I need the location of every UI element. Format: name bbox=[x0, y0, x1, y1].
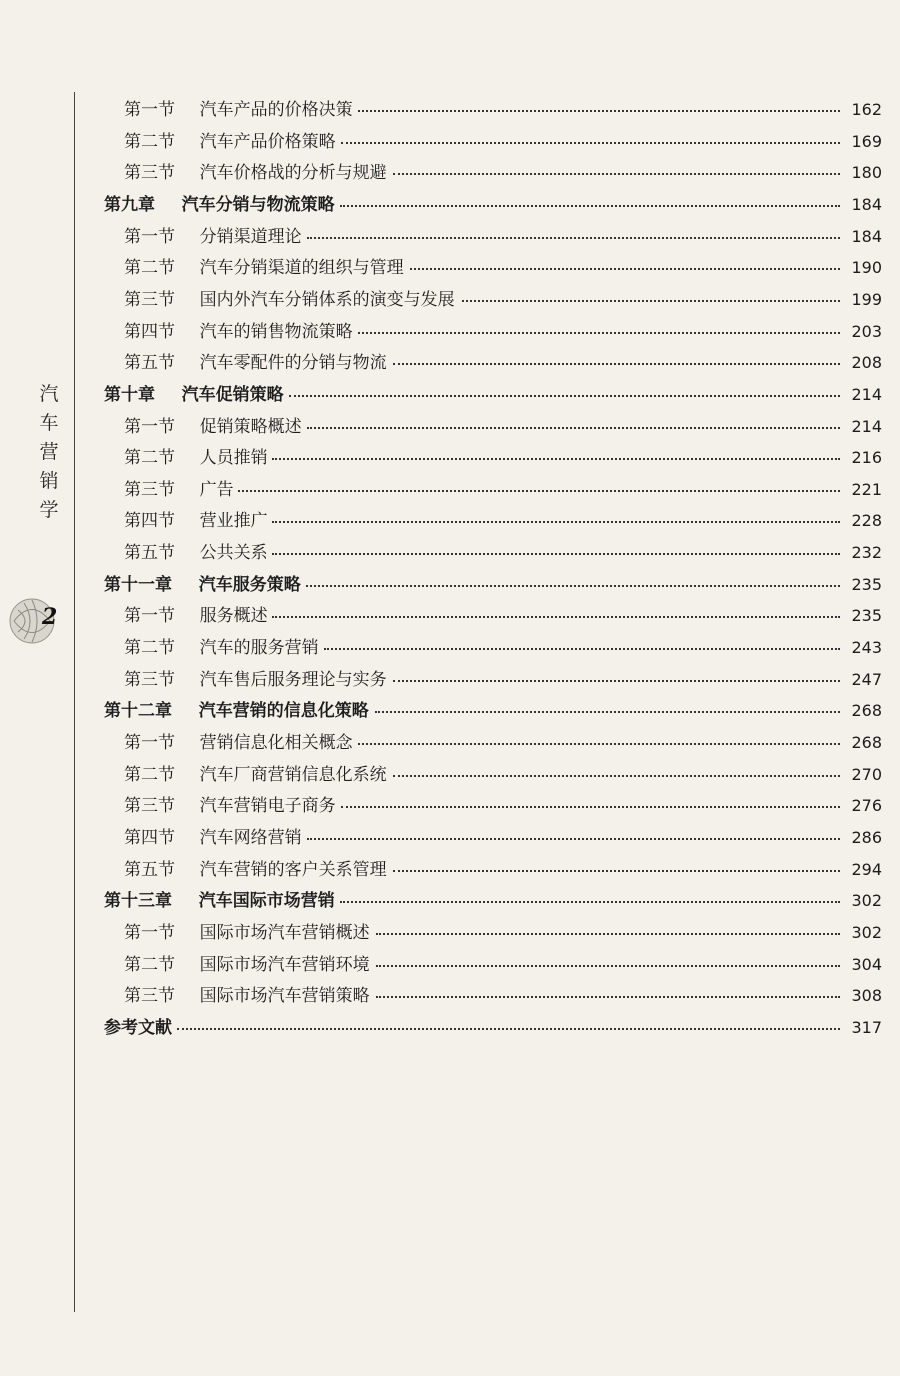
toc-page-number: 243 bbox=[851, 638, 882, 658]
toc-chapter-row bbox=[0, 190, 900, 220]
toc-leader-dots bbox=[307, 237, 840, 239]
toc-title: 汽车产品的价格决策 bbox=[199, 100, 353, 120]
toc-page-number: 162 bbox=[851, 100, 882, 119]
toc-title: 汽车网络营销 bbox=[199, 827, 302, 848]
toc-leader-dots bbox=[393, 680, 840, 682]
toc-page-number: 235 bbox=[851, 574, 882, 594]
toc-title: 国内外汽车分销体系的演变与发展 bbox=[199, 289, 455, 310]
toc-section-row bbox=[0, 601, 900, 631]
toc-label: 第一节 bbox=[124, 226, 175, 247]
toc-label: 第二节 bbox=[124, 638, 175, 659]
toc-section-row bbox=[0, 443, 900, 473]
toc-leader-dots bbox=[306, 585, 840, 587]
page-number: 2 bbox=[42, 604, 58, 630]
toc-label: 第一节 bbox=[124, 416, 175, 437]
toc-chapter-row bbox=[0, 1013, 900, 1043]
toc-title: 汽车促销策略 bbox=[181, 384, 284, 405]
toc-title: 国际市场汽车营销环境 bbox=[199, 954, 370, 975]
toc-page-number: 317 bbox=[851, 1017, 882, 1037]
toc-title: 汽车价格战的分析与规避 bbox=[199, 163, 387, 184]
toc-leader-dots bbox=[238, 490, 840, 492]
toc-section-row bbox=[0, 950, 900, 980]
side-title-char: 销 bbox=[39, 470, 59, 492]
toc-title: 汽车产品价格策略 bbox=[199, 131, 336, 152]
toc-page-number: 221 bbox=[851, 479, 882, 499]
toc-leader-dots bbox=[272, 521, 840, 523]
toc-page-number: 247 bbox=[851, 669, 882, 689]
toc-label: 第十章 bbox=[104, 384, 155, 405]
toc-label: 第三节 bbox=[124, 669, 175, 690]
toc-label: 第四节 bbox=[124, 321, 175, 342]
toc-page-number: 169 bbox=[851, 131, 882, 151]
toc-page-number: 268 bbox=[851, 733, 882, 752]
toc-label: 第二节 bbox=[124, 131, 175, 152]
toc-leader-dots bbox=[307, 427, 840, 429]
toc-title: 营销信息化相关概念 bbox=[199, 733, 353, 753]
toc-page-number: 190 bbox=[851, 258, 882, 278]
toc-leader-dots bbox=[307, 838, 840, 840]
toc-leader-dots bbox=[410, 268, 840, 270]
toc-section-row bbox=[0, 538, 900, 568]
toc-label: 第一节 bbox=[124, 100, 175, 120]
toc-title: 汽车零配件的分销与物流 bbox=[199, 353, 387, 374]
toc-leader-dots bbox=[341, 806, 840, 808]
side-title-char: 学 bbox=[39, 499, 59, 521]
toc-leader-dots bbox=[358, 332, 840, 334]
toc-title: 国际市场汽车营销概述 bbox=[199, 922, 370, 943]
toc-section-row bbox=[0, 285, 900, 315]
toc-page-number: 308 bbox=[851, 986, 882, 1006]
side-title-char: 汽 bbox=[39, 383, 59, 405]
toc-section-row bbox=[0, 728, 900, 758]
toc-label: 第五节 bbox=[124, 859, 175, 880]
toc-label: 第一节 bbox=[124, 606, 175, 627]
toc-page-number: 214 bbox=[851, 384, 882, 404]
toc-page-number: 294 bbox=[851, 859, 882, 879]
toc-section-row bbox=[0, 760, 900, 790]
toc-page-number: 184 bbox=[851, 226, 882, 246]
toc-label: 第三节 bbox=[124, 796, 175, 817]
toc-title: 公共关系 bbox=[199, 543, 268, 564]
toc-chapter-row bbox=[0, 886, 900, 916]
toc-section-row bbox=[0, 348, 900, 378]
toc-page-number: 228 bbox=[851, 511, 882, 531]
toc-section-row bbox=[0, 823, 900, 853]
toc-label: 第一节 bbox=[124, 733, 175, 753]
toc-label: 第三节 bbox=[124, 163, 175, 184]
toc-chapter-row bbox=[0, 696, 900, 726]
toc-label: 第三节 bbox=[124, 479, 175, 500]
toc-section-row bbox=[0, 918, 900, 948]
toc-page-number: 268 bbox=[851, 701, 882, 721]
toc-label: 第二节 bbox=[124, 954, 175, 975]
toc-leader-dots bbox=[376, 933, 840, 935]
toc-leader-dots bbox=[272, 553, 840, 555]
toc-label: 第五节 bbox=[124, 543, 175, 564]
toc-title: 汽车分销渠道的组织与管理 bbox=[199, 258, 404, 279]
toc-title: 汽车营销的信息化策略 bbox=[198, 701, 369, 722]
toc-leader-dots bbox=[358, 110, 840, 112]
toc-label: 第一节 bbox=[124, 922, 175, 943]
toc-section-row bbox=[0, 791, 900, 821]
side-title-char: 车 bbox=[39, 412, 59, 434]
side-title-char: 营 bbox=[39, 441, 59, 463]
toc-section-row bbox=[0, 633, 900, 663]
toc-title: 汽车的服务营销 bbox=[199, 638, 319, 659]
toc-leader-dots bbox=[376, 996, 840, 998]
toc-leader-dots bbox=[393, 775, 840, 777]
toc-section-row bbox=[0, 253, 900, 283]
toc-title: 汽车的销售物流策略 bbox=[199, 321, 353, 342]
toc-leader-dots bbox=[375, 711, 840, 713]
toc-label: 第十二章 bbox=[104, 701, 172, 722]
toc-page-number: 180 bbox=[851, 163, 882, 183]
toc-label: 第二节 bbox=[124, 764, 175, 785]
toc-page-number: 232 bbox=[851, 543, 882, 563]
toc-title: 汽车售后服务理论与实务 bbox=[199, 669, 387, 690]
toc-label: 第二节 bbox=[124, 258, 175, 279]
toc-leader-dots bbox=[358, 743, 840, 745]
toc-leader-dots bbox=[324, 648, 840, 650]
toc-label: 第九章 bbox=[104, 194, 155, 215]
toc-page-number: 184 bbox=[851, 194, 882, 214]
toc-section-row bbox=[0, 475, 900, 505]
toc-section-row bbox=[0, 222, 900, 252]
toc-label: 参考文献 bbox=[104, 1017, 172, 1038]
toc-chapter-row bbox=[0, 570, 900, 600]
toc-leader-dots bbox=[340, 205, 840, 207]
toc-title: 汽车国际市场营销 bbox=[198, 891, 335, 912]
toc-title: 促销策略概述 bbox=[199, 416, 302, 437]
toc-page-number: 302 bbox=[851, 922, 882, 942]
toc-page-number: 208 bbox=[851, 353, 882, 373]
toc-page-number: 276 bbox=[851, 796, 882, 816]
toc-title: 汽车分销与物流策略 bbox=[181, 194, 335, 215]
toc-section-row bbox=[0, 506, 900, 536]
toc-label: 第十三章 bbox=[104, 891, 172, 912]
toc-label: 第三节 bbox=[124, 289, 175, 310]
toc-page-number: 304 bbox=[851, 954, 882, 974]
toc-section-row bbox=[0, 665, 900, 695]
toc-page-number: 302 bbox=[851, 891, 882, 911]
toc-leader-dots bbox=[393, 363, 840, 365]
toc-leader-dots bbox=[393, 870, 840, 872]
toc-leader-dots bbox=[376, 965, 840, 967]
toc-label: 第四节 bbox=[124, 827, 175, 848]
toc-label: 第三节 bbox=[124, 986, 175, 1007]
toc-label: 第四节 bbox=[124, 511, 175, 532]
toc-leader-dots bbox=[272, 458, 840, 460]
toc-section-row bbox=[0, 855, 900, 885]
toc-section-row bbox=[0, 158, 900, 188]
toc-leader-dots bbox=[272, 616, 840, 618]
toc-page-number: 270 bbox=[851, 764, 882, 784]
toc-section-row bbox=[0, 981, 900, 1011]
toc-section-row bbox=[0, 317, 900, 347]
toc-leader-dots bbox=[462, 300, 840, 302]
toc-leader-dots bbox=[341, 142, 840, 144]
toc-title: 广告 bbox=[199, 479, 234, 500]
toc-label: 第十一章 bbox=[104, 574, 172, 595]
toc-page-number: 216 bbox=[851, 448, 882, 468]
toc-leader-dots bbox=[177, 1028, 840, 1030]
toc-section-row bbox=[0, 412, 900, 442]
toc-title: 分销渠道理论 bbox=[199, 226, 302, 247]
toc-leader-dots bbox=[393, 173, 840, 175]
toc-leader-dots bbox=[289, 395, 840, 397]
toc-title: 服务概述 bbox=[199, 606, 268, 627]
toc-page-number: 214 bbox=[851, 416, 882, 436]
toc-title: 汽车服务策略 bbox=[198, 574, 301, 595]
toc-title: 人员推销 bbox=[199, 448, 268, 469]
toc-chapter-row bbox=[0, 380, 900, 410]
toc-page-number: 235 bbox=[851, 606, 882, 626]
toc-label: 第二节 bbox=[124, 448, 175, 469]
toc-page-number: 286 bbox=[851, 827, 882, 847]
toc-label: 第五节 bbox=[124, 353, 175, 374]
toc-title: 营业推广 bbox=[199, 511, 268, 532]
toc-page-number: 203 bbox=[851, 321, 882, 341]
toc-title: 国际市场汽车营销策略 bbox=[199, 986, 370, 1007]
toc-section-row bbox=[0, 95, 900, 125]
toc-leader-dots bbox=[340, 901, 840, 903]
toc-title: 汽车厂商营销信息化系统 bbox=[199, 764, 387, 785]
toc-title: 汽车营销的客户关系管理 bbox=[199, 859, 387, 880]
toc-section-row bbox=[0, 127, 900, 157]
toc-title: 汽车营销电子商务 bbox=[199, 796, 336, 817]
toc-page-number: 199 bbox=[851, 289, 882, 309]
